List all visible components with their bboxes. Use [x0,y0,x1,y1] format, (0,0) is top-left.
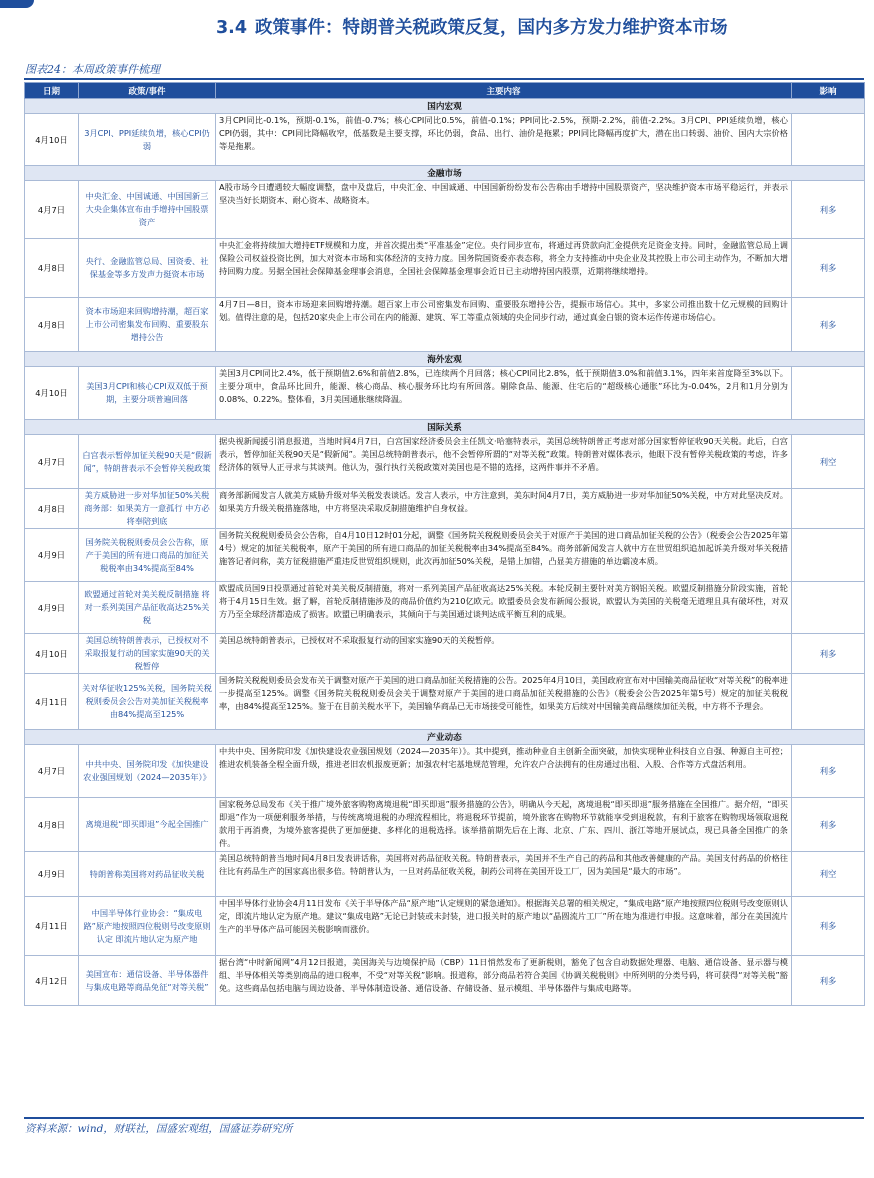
category-row [25,99,865,114]
row-content: 3月CPI同比-0.1%，预期-0.1%，前值-0.7%；核心CPI同比0.5%，前值-0.1%；PPI同比-2.5%，预期-2.2%，前值-2.2%。3月CPI、PPI延续负增，核心CPI仍弱，其中：CPI同比降幅收窄，低基数是主要支撑，环比仍弱，食品、出行、油价是拖累；PPI同比降幅再度扩大，潜在出口转弱、油价、国内大宗价格等是拖累。 [216,114,792,166]
row-content: 欧盟成员国9日投票通过首轮对美关税反制措施，将对一系列美国产品征收高达25%关税。本轮反制主要针对美方钢铝关税。欧盟反制措施分阶段实施，首轮将于4月15日生效。据了解，首轮反制措施涉及的商品价值约为210亿欧元。欧盟委员会发布新闻公报说，欧盟认为美国的关税毫无道理且具有破坏性，对双方乃至全球经济都造成了损害。欧盟已明确表示，其倾向于与美国通过谈判达成平衡互利的成果。 [216,582,792,634]
row-date: 4月9日 [25,529,79,582]
row-event: 中央汇金、中国诚通、中国国新三大央企集体宣布由手增持中国股票资产 [79,181,216,239]
row-impact: 利多 [792,181,865,239]
row-date: 4月11日 [25,674,79,730]
row-content: 商务部新闻发言人就美方威胁升级对华关税发表谈话。发言人表示，中方注意到，美东时间4月7日，美方威胁进一步对华加征50%关税，中方对此坚决反对。如果美方升级关税措施落地，中方将坚决采取反制措施维护自身权益。 [216,489,792,529]
row-event: 欧盟通过首轮对美关税反制措施 将对一系列美国产品征收高达25%关税 [79,582,216,634]
row-content: 国务院关税税则委员会公告称，自4月10日12时01分起，调整《国务院关税税则委员会关于对原产于美国的进口商品加征关税的公告》（税委会公告2025年第4号）规定的加征关税税率，原产于美国的所有进口商品的加征关税税率由34%提高至84%。商务部新闻发言人就中方在世贸组织追加起诉美升级对华关税措施答记者问称，美方征税措施严重违反世贸组织规则，此次再加征50%关税，是错上加错，凸显美方措施的单边霸凌本质。 [216,529,792,582]
row-impact [792,114,865,166]
figure-caption: 图表24：本周政策事件梳理 [25,63,160,76]
row-impact: 利多 [792,239,865,298]
row-event: 美方威胁进一步对华加征50%关税 商务部：如果美方一意孤行 中方必将奉陪到底 [79,489,216,529]
row-date: 4月7日 [25,745,79,798]
table-row [25,114,865,166]
table-row [25,852,865,897]
corner-brand-mark [0,0,34,8]
row-date: 4月7日 [25,435,79,489]
row-content: 中国半导体行业协会4月11日发布《关于半导体产品“原产地”认定规则的紧急通知》。根据海关总署的相关规定，“集成电路”原产地按照四位税则号改变原则认定，即流片地认定为原产地。建议“集成电路”无论已封装或未封装，进口报关时的原产地以“晶圆流片工厂”所在地为准进行申报。这意味着，部分在美国流片生产的半导体产品可能因关税影响而涨价。 [216,897,792,956]
header-event: 政策/事件 [79,83,216,99]
row-impact [792,489,865,529]
row-impact [792,529,865,582]
table-row [25,435,865,489]
row-impact: 利多 [792,897,865,956]
row-date: 4月12日 [25,956,79,1006]
header-content: 主要内容 [216,83,792,99]
row-event: 国务院关税税则委员会公告称，原产于美国的所有进口商品的加征关税税率由34%提高至84% [79,529,216,582]
row-event: 美国3月CPI和核心CPI双双低于预期，主要分项普遍回落 [79,367,216,420]
policy-events-table [24,82,865,1006]
table-row [25,745,865,798]
header-impact: 影响 [792,83,865,99]
row-date: 4月8日 [25,798,79,852]
row-content: 中共中央、国务院印发《加快建设农业强国规划（2024—2035年）》。其中提到，推动种业自主创新全面突破，加快实现种业科技自立自强、种源自主可控；推进农机装备全程全面升级，推进老旧农机报废更新；加强农村宅基地规范管理，允许农户合法拥有的住房通过出租、入股、合作等方式盘活利用。 [216,745,792,798]
row-content: 国家税务总局发布《关于推广境外旅客购物离境退税“即买即退”服务措施的公告》，明确从今天起，离境退税“即买即退”服务措施在全国推广。据介绍，“即买即退”作为一项便利服务举措，与传统离境退税的办理流程相比，将退税环节提前，境外旅客在购物环节就能享受到退税款，有利于旅客在购物现场领取退税款用于再消费，为境外旅客提供了更加便捷、多样化的退税选择。该举措前期先后在上海、北京、广东、四川、浙江等地开展试点，现已具备全国推广的条件。 [216,798,792,852]
row-impact: 利多 [792,745,865,798]
category-label: 国内宏观 [25,99,865,114]
row-content: 国务院关税税则委员会发布关于调整对原产于美国的进口商品加征关税措施的公告。2025年4月10日，美国政府宣布对中国输美商品征收“对等关税”的税率进一步提高至125%。调整《国务院关税税则委员会关于调整对原产于美国的进口商品加征关税措施的公告》（税委会公告2025年第5号）规定的加征关税税率，由84%提高至125%。鉴于在目前关税水平下，美国输华商品已无市场接受可能性，如果美方后续对中国输美商品继续加征关税，中方将不予理会。 [216,674,792,730]
row-content: 据央视新闻援引消息报道，当地时间4月7日，白宫国家经济委员会主任凯文·哈塞特表示，美国总统特朗普正考虑对部分国家暂停征收90天关税。此后，白宫表示，暂停加征关税90天是“假新闻”。美国总统特朗普表示，他不会暂停所谓的“对等关税”政策。特朗普对媒体表示，他眼下没有暂停关税政策的考虑，许多经济体的领导人正寻求与其谈判。他认为，强行执行关税政策对美国也是不错的选择，这两件事并不矛盾。 [216,435,792,489]
row-date: 4月10日 [25,634,79,674]
source-note: 资料来源：wind，财联社，国盛宏观组，国盛证券研究所 [25,1123,293,1135]
row-event: 美国总统特朗普表示，已授权对不采取报复行动的国家实施90天的关税暂停 [79,634,216,674]
row-date: 4月8日 [25,239,79,298]
table-row [25,634,865,674]
row-date: 4月9日 [25,582,79,634]
category-row [25,352,865,367]
row-event: 3月CPI、PPI延续负增，核心CPI仍弱 [79,114,216,166]
category-label: 海外宏观 [25,352,865,367]
row-impact: 利多 [792,634,865,674]
table-row [25,582,865,634]
row-event: 离境退税“即买即退”今起全国推广 [79,798,216,852]
row-date: 4月10日 [25,114,79,166]
table-bottom-divider [24,1117,864,1119]
table-row [25,897,865,956]
table-row [25,239,865,298]
row-date: 4月9日 [25,852,79,897]
header-date: 日期 [25,83,79,99]
row-event: 特朗普称美国将对药品征收关税 [79,852,216,897]
row-content: 4月7日—8日，资本市场迎来回购增持潮。超百家上市公司密集发布回购、重要股东增持公告，提振市场信心。其中，多家公司推出数十亿元规模的回购计划。值得注意的是，包括20家央企上市公司在内的能源、建筑、军工等重点领域的央企同步行动，通过真金白银的资本运作传递市场信心。 [216,298,792,352]
row-date: 4月11日 [25,897,79,956]
table-row [25,367,865,420]
caption-divider [24,78,864,80]
row-event: 中国半导体行业协会：“集成电路”原产地按照四位税则号改变原则认定 即流片地认定为原产地 [79,897,216,956]
row-content: 中央汇金将持续加大增持ETF规模和力度，并首次提出类“平准基金”定位。央行同步宣布，将通过再贷款向汇金提供充足资金支持。同时，金融监管总局上调保险公司权益投资比例，加大对资本市场和实体经济的支持力度。国务院国资委亦表态称，将全力支持推动中央企业及其控股上市公司主动作为，不断加大增持回购力度。另据全国社会保障基金理事会消息，全国社会保障基金理事会近日已主动增持国内股票，近期将继续增持。 [216,239,792,298]
table-header-row [25,83,865,99]
row-content: 美国总统特朗普表示，已授权对不采取报复行动的国家实施90天的关税暂停。 [216,634,792,674]
category-row [25,420,865,435]
row-event: 白宫表示暂停加征关税90天是“假新闻”，特朗普表示不会暂停关税政策 [79,435,216,489]
row-impact [792,582,865,634]
row-date: 4月8日 [25,489,79,529]
row-date: 4月8日 [25,298,79,352]
category-row [25,166,865,181]
table-row [25,181,865,239]
row-impact [792,367,865,420]
row-content: A股市场今日遭遇较大幅度调整，盘中及盘后，中央汇金、中国诚通、中国国新纷纷发布公告称由手增持中国股票资产，坚决维护资本市场平稳运行，并表示坚决当好长期资本、耐心资本、战略资本。 [216,181,792,239]
section-title [216,14,856,39]
category-label: 产业动态 [25,730,865,745]
row-impact: 利多 [792,798,865,852]
table-row [25,489,865,529]
row-content: 美国总统特朗普当地时间4月8日发表讲话称，美国将对药品征收关税。特朗普表示，美国并不生产自己的药品和其他改善健康的产品。美国支付药品的价格往往比有药品生产的国家高出很多倍。特朗普认为，一旦对药品征收关税，制药公司将在美国开设工厂，因为美国是“最大的市场”。 [216,852,792,897]
row-content: 美国3月CPI同比2.4%，低于预期值2.6%和前值2.8%，已连续两个月回落；核心CPI同比2.8%，低于预期值3.0%和前值3.1%，四年来首度降至3%以下。主要分项中，食品环比回升，能源、核心商品、核心服务环比均有所回落。剔除食品、能源、住宅后的“超级核心通胀”环比为-0.04%，2月和1月分别为0.08%、0.22%。整体看，3月美国通胀继续降温。 [216,367,792,420]
category-label: 国际关系 [25,420,865,435]
table-row [25,798,865,852]
section-title-text: 政策事件：特朗普关税政策反复，国内多方发力维护资本市场 [255,18,728,38]
table-row [25,956,865,1006]
row-event: 中共中央、国务院印发《加快建设农业强国规划（2024—2035年）》 [79,745,216,798]
table-row [25,674,865,730]
row-event: 关对华征收125%关税，国务院关税税则委员会公告对美加征关税税率由84%提高至125% [79,674,216,730]
table-row [25,529,865,582]
category-row [25,730,865,745]
row-impact: 利多 [792,956,865,1006]
table-row [25,298,865,352]
row-date: 4月10日 [25,367,79,420]
category-label: 金融市场 [25,166,865,181]
row-impact: 利空 [792,435,865,489]
row-impact [792,674,865,730]
row-event: 央行、金融监管总局、国资委、社保基金等多方发声力挺资本市场 [79,239,216,298]
row-impact: 利空 [792,852,865,897]
row-content: 据台湾“中时新闻网”4月12日报道，美国海关与边境保护局（CBP）11日悄然发布了更新税则，豁免了包含自动数据处理器、电脑、通信设备、显示器与模组、半导体相关等类别商品的进口税率，不受“对等关税”影响。报道称，部分商品若符合美国《协调关税税则》中所列明的分类号码，将可获得“对等关税”豁免。这些商品包括电脑与周边设备、半导体制造设备、通信设备、存储设备、显示模组、半导体器件与集成电路等。 [216,956,792,1006]
section-number: 3.4 [216,18,248,38]
row-event: 美国宣布：通信设备、半导体器件与集成电路等商品免征“对等关税” [79,956,216,1006]
table-body [25,99,865,1006]
row-impact: 利多 [792,298,865,352]
row-event: 资本市场迎来回购增持潮，超百家上市公司密集发布回购、重要股东增持公告 [79,298,216,352]
row-date: 4月7日 [25,181,79,239]
